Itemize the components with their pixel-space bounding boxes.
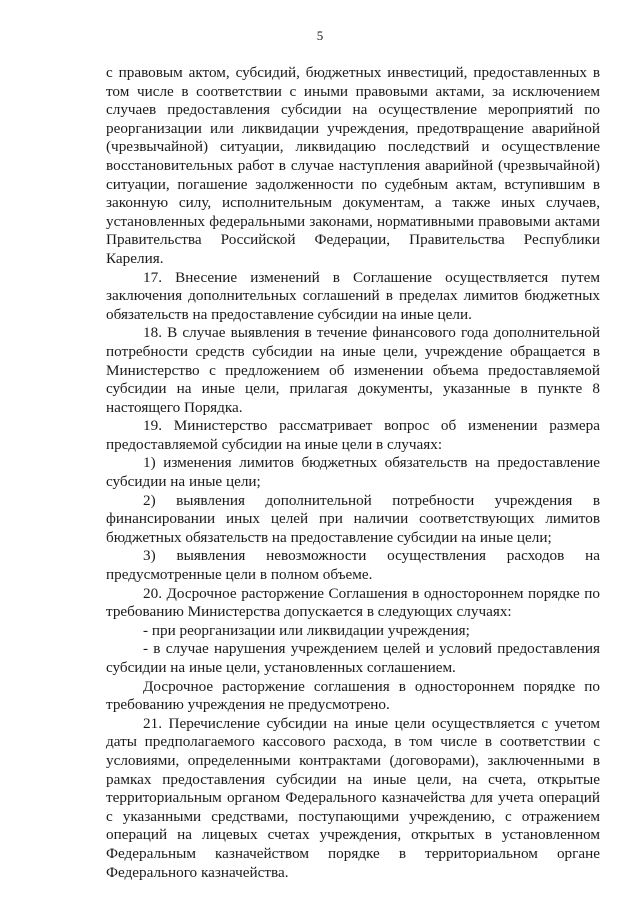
paragraph-20: 20. Досрочное расторжение Соглашения в одностороннем порядке по требованию Министерства допускается в следующих случаях: [106, 584, 600, 621]
paragraph-20-item-1: - при реорганизации или ликвидации учреждения; [143, 621, 470, 639]
paragraph-17: 17. Внесение изменений в Соглашение осуществляется путем заключения дополнительных соглашений в пределах лимитов бюджетных обязательств на предоставление субсидии на иные цели. [106, 268, 600, 323]
paragraph-20-item-2: - в случае нарушения учреждением целей и условий предоставления субсидии на иные цели, установленных соглашением. [106, 640, 600, 676]
paragraph-19: 19. Министерство рассматривает вопрос об изменении размера предоставляемой субсидии на иные цели в случаях: [106, 417, 600, 453]
paragraph-18: 18. В случае выявления в течение финансового года дополнительной потребности средств субсидии на иные цели, учреждение обращается в Министерство с предложением об изменении объема предоставляемой субсидии на иные цели, прилагая документы, указанные в пункте 8 настоящего Порядка. [106, 324, 600, 416]
paragraph-19-item-3: 3) выявления невозможности осуществления расходов на предусмотренные цели в полном объеме. [106, 547, 600, 584]
paragraph-19-item-2: 2) выявления дополнительной потребности учреждения в финансировании иных целей при наличии соответствующих лимитов бюджетных обязательств на предоставление субсидии на иные цели; [106, 491, 600, 546]
paragraph-20-note: Досрочное расторжение соглашения в одностороннем порядке по требованию учреждения не предусмотрено. [106, 677, 600, 714]
paragraph-continuation: с правовым актом, субсидий, бюджетных инвестиций, предоставленных в том числе в соответствии с иными правовыми актами, за исключением случаев предоставления субсидии на осуществление мероприятий по реорганизации или ликвидации учреждения, предотвращение аварийной (чрезвычайной) ситуации, ликвидацию последствий и осуществление восстановительных работ в случае наступления аварийной (чрезвычайной) ситуации, погашение задолженности по судебным актам, вступившим в законную силу, исполнительным документам, а также иных случаев, установленных федеральными законами, нормативными правовыми актами Правительства Российской Федерации, Правительства Республики Карелия. [106, 64, 600, 267]
paragraph-19-item-1: 1) изменения лимитов бюджетных обязательств на предоставление субсидии на иные цели; [106, 454, 600, 491]
document-body [106, 64, 600, 882]
paragraph-21: 21. Перечисление субсидии на иные цели осуществляется с учетом даты предполагаемого кассового расхода, в том числе в соответствии с условиями, определенными контрактами (договорами), заключенными в рамках предоставления субсидии на иные цели, на счета, открытые территориальным органом Федерального казначейства для учета операций с указанными средствами, поступающими учреждению, с отражением операций на лицевых счетах учреждения, открытых в установленном Федеральным казначейством порядке в территориальном органе Федерального казначейства. [106, 714, 600, 881]
page-number: 5 [316, 28, 324, 43]
